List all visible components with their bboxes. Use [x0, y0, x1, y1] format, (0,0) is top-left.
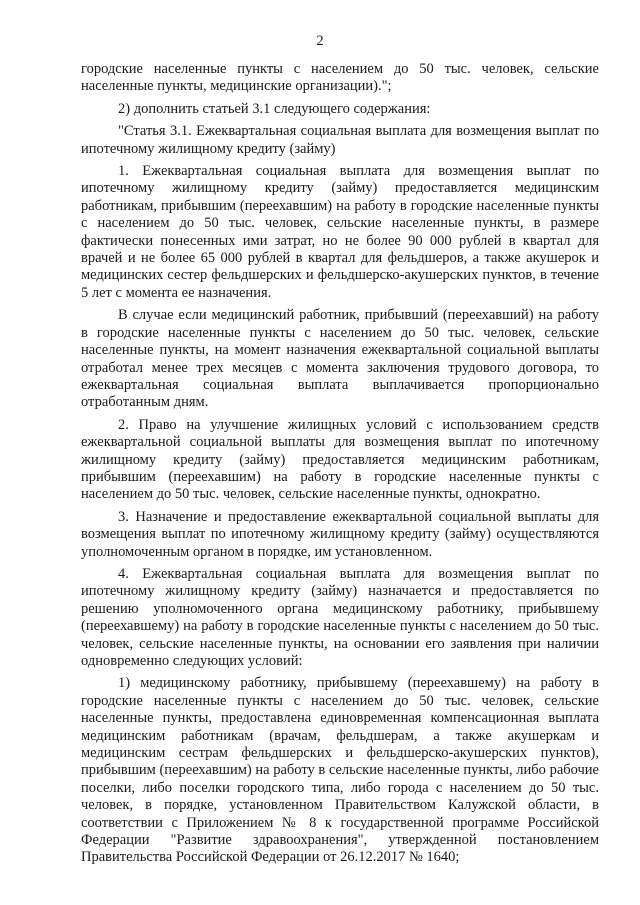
- paragraph-clause-4-condition-1: 1) медицинскому работнику, прибывшему (переехавшему) на работу в городские населенные пункты с населением до 50 тыс. человек, сельские населенные пункты, предоставлена единовременная компенсационная выплата медицинским работникам (врачам, фельдшерам, а также акушеркам и медицинским сестрам фельдшерских и фельдшерско-акушерских пунктов), прибывшим (переехавшим) на работу в сельские населенные пункты, либо рабочие поселки, либо поселки городского типа, либо города с населением до 50 тыс. человек, в порядке, установленном Правительством Калужской области, в соответствии с Приложением № 8 к государственной программе Российской Федерации "Развитие здравоохранения", утвержденной постановлением Правительства Российской Федерации от 26.12.2017 № 1640;: [81, 675, 599, 866]
- paragraph-continuation: городские населенные пункты с населением до 50 тыс. человек, сельские населенные пункты, медицинские организации).";: [81, 61, 599, 95]
- paragraph-clause-1-proration: В случае если медицинский работник, прибывший (переехавший) на работу в городские населенные пункты с населением до 50 тыс. человек, сельские населенные пункты, на момент назначения ежеквартальной социальной выплаты отработал менее трех месяцев с момента заключения трудового договора, то ежеквартальная социальная выплата выплачивается пропорционально отработанным дням.: [81, 307, 599, 411]
- paragraph-clause-4: 4. Ежеквартальная социальная выплата для возмещения выплат по ипотечному жилищному кредиту (займу) назначается и предоставляется по решению уполномоченного органа медицинскому работнику, прибывшему (переехавшему) на работу в городские населенные пункты с населением до 50 тыс. человек, сельские населенные пункты, на основании его заявления при наличии одновременно следующих условий:: [81, 565, 599, 669]
- paragraph-clause-1: 1. Ежеквартальная социальная выплата для возмещения выплат по ипотечному жилищному кредиту (займу) предоставляется медицинским работникам, прибывшим (переехавшим) на работу в городские населенные пункты с населением до 50 тыс. человек, сельские населенные пункты, в размере фактически понесенных ими затрат, но не более 90 000 рублей в квартал для врачей и не более 65 000 рублей в квартал для фельдшеров, а также акушерок и медицинских сестер фельдшерских и фельдшерско-акушерских пунктов, в течение 5 лет с момента ее назначения.: [81, 163, 599, 301]
- paragraph-amendment-item-2: 2) дополнить статьей 3.1 следующего содержания:: [118, 100, 431, 117]
- document-body: [81, 61, 599, 872]
- page-number: 2: [316, 33, 324, 49]
- paragraph-clause-3: 3. Назначение и предоставление ежеквартальной социальной выплаты для возмещения выплат по ипотечному жилищному кредиту (займу) осуществляются уполномоченным органом в порядке, им установленном.: [81, 508, 599, 560]
- article-3-1-heading: "Статья 3.1. Ежеквартальная социальная выплата для возмещения выплат по ипотечному жилищному кредиту (займу): [81, 123, 599, 157]
- paragraph-clause-2: 2. Право на улучшение жилищных условий с использованием средств ежеквартальной социальной выплаты для возмещения выплат по ипотечному жилищному кредиту (займу) предоставляется медицинским работникам, прибывшим (переехавшим) на работу в городские населенные пункты с населением до 50 тыс. человек, сельские населенные пункты, однократно.: [81, 416, 599, 503]
